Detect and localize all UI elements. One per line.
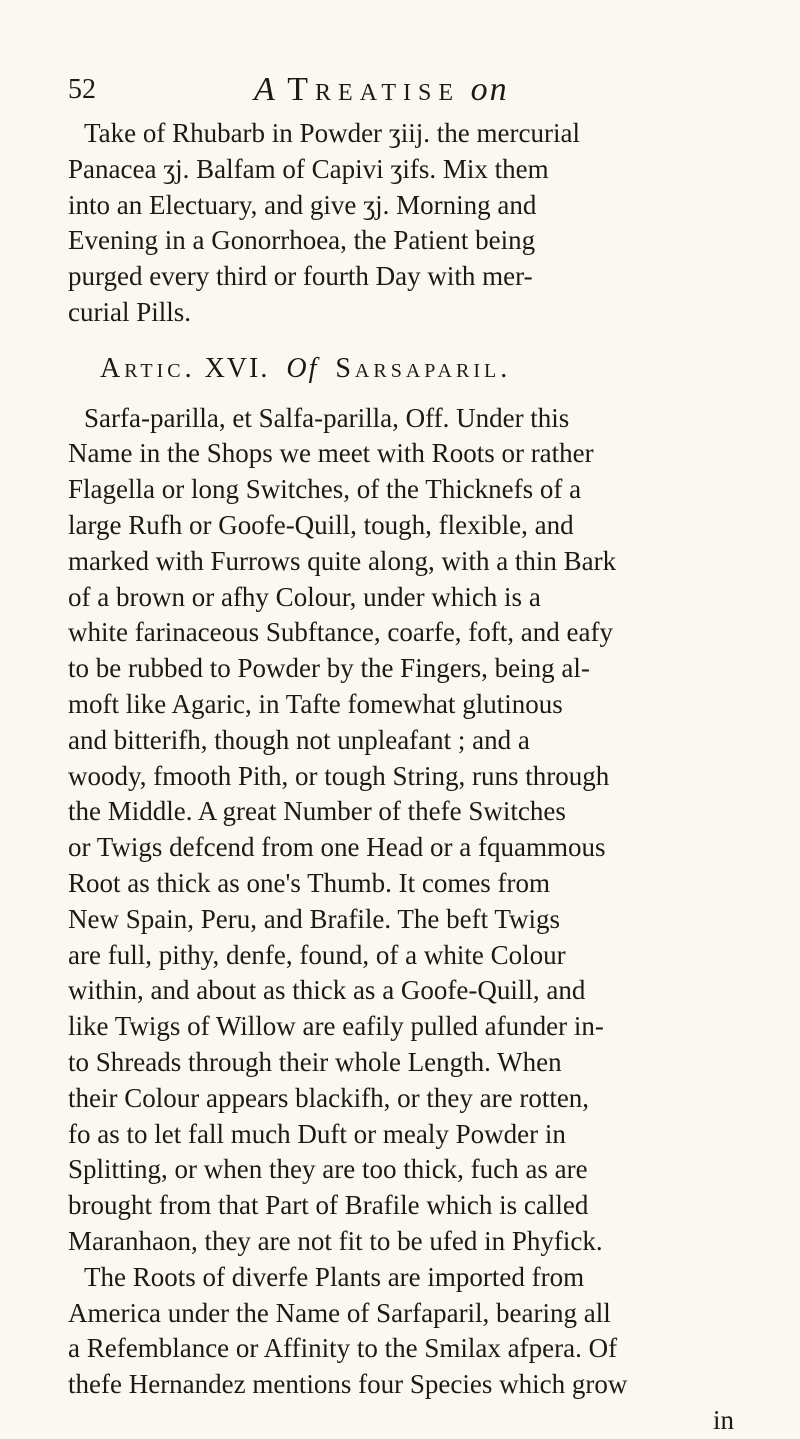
catchword: in [712,1404,734,1435]
running-head [254,68,509,112]
text-line: fo as to let fall much Duft or mealy Powder in [68,1118,566,1149]
text-line: woody, fmooth Pith, or tough String, runs through [68,760,610,791]
text-line: within, and about as thick as a Goofe-Quill, and [68,975,586,1006]
text-line: the Middle. A great Number of thefe Switches [68,796,566,827]
text-line: a Refemblance or Affinity to the Smilax afpera. Of [68,1333,618,1364]
article-label: Artic. [100,352,196,384]
text-line: white farinaceous Subftance, coarfe, foft, and eafy [68,617,613,648]
text-line: into an Electuary, and give ʒj. Morning and [68,189,537,220]
text-line: Evening in a Gonorrhoea, the Patient being [68,225,536,256]
text-line: marked with Furrows quite along, with a thin Bark [68,545,617,576]
text-line: to be rubbed to Powder by the Fingers, being al- [68,653,590,684]
text-line: moft like Agaric, in Tafte fomewhat glutinous [68,688,563,719]
text-line: Sarfa-parilla, et Salfa-parilla, Off. Under this [84,402,570,433]
article-subject: Sarsaparil. [335,352,512,384]
running-head-prefix: A [254,71,277,108]
text-line: their Colour appears blackifh, or they are rotten, [68,1082,590,1113]
text-line: Flagella or long Switches, of the Thicknefs of a [68,474,582,505]
text-line: to Shreads through their whole Length. When [68,1046,562,1077]
body-text [68,116,768,1439]
text-line: Panacea ʒj. Balfam of Capivi ʒifs. Mix them [68,153,549,184]
paragraph-american-roots [68,1260,768,1403]
text-line: Maranhaon, they are not fit to be ufed in Phyfick. [68,1225,603,1256]
text-line: America under the Name of Sarfaparil, bearing all [68,1297,611,1328]
running-head-word: Treatise [287,71,461,108]
paragraph-sarsaparilla-description [68,401,768,1260]
article-heading [68,351,768,387]
text-line: purged every third or fourth Day with mer- [68,261,533,292]
article-of: Of [286,352,319,384]
text-line: thefe Hernandez mentions four Species which grow [68,1369,628,1400]
running-head-suffix: on [470,71,509,108]
text-line: Root as thick as one's Thumb. It comes from [68,867,551,898]
article-number: XVI. [204,352,270,384]
text-line: curial Pills. [68,296,191,327]
page-header [68,68,768,112]
text-line: and bitterifh, though not unpleafant ; and a [68,724,530,755]
page-number: 52 [68,74,96,105]
text-line: Take of Rhubarb in Powder ʒiij. the mercurial [84,118,580,148]
text-line: New Spain, Peru, and Brafile. The beft Twigs [68,903,561,934]
text-line: are full, pithy, denfe, found, of a white Colour [68,939,566,970]
text-line: Name in the Shops we meet with Roots or rather [68,438,594,469]
catchword-line [68,1403,768,1439]
text-line: brought from that Part of Brafile which is called [68,1190,589,1221]
text-line: or Twigs defcend from one Head or a fquammous [68,832,606,863]
paragraph-rhubarb-recipe [68,116,768,331]
text-line: like Twigs of Willow are eafily pulled afunder in- [68,1011,604,1042]
text-line: of a brown or afhy Colour, under which is a [68,581,541,612]
text-line: large Rufh or Goofe-Quill, tough, flexible, and [68,509,574,540]
text-line: The Roots of diverfe Plants are imported from [84,1261,585,1292]
text-line: Splitting, or when they are too thick, fuch as are [68,1154,588,1185]
